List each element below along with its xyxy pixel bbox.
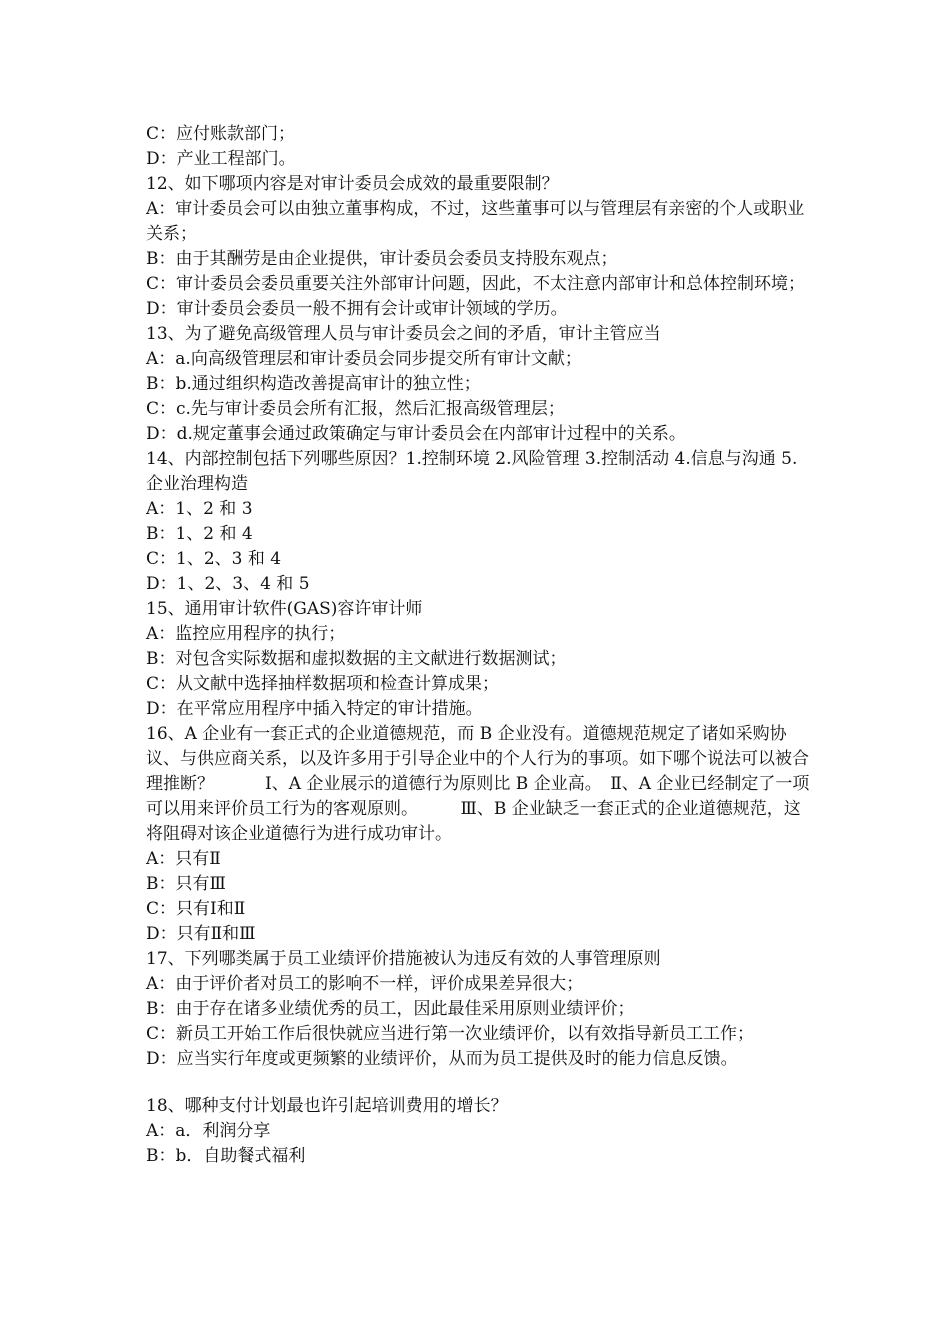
question-17: 17、下列哪类属于员工业绩评价措施被认为违反有效的人事管理原则	[146, 949, 661, 969]
question-15: 15、通用审计软件(GAS)容许审计师	[146, 599, 423, 619]
option-d: D：应当实行年度或更频繁的业绩评价，从而为员工提供及时的能力信息反馈。	[146, 1049, 738, 1069]
option-c: C：只有Ⅰ和Ⅱ	[146, 899, 246, 919]
option-a: A：a．利润分享	[146, 1121, 271, 1141]
option-a: A：审计委员会可以由独立董事构成，不过，这些董事可以与管理层有亲密的个人或职业关系；	[146, 199, 805, 244]
option-d: D：只有Ⅱ和Ⅲ	[146, 924, 256, 944]
text-line: D：产业工程部门。	[146, 149, 296, 169]
option-d: D：d.规定董事会通过政策确定与审计委员会在内部审计过程中的关系。	[146, 424, 686, 444]
option-b: B：b．自助餐式福利	[146, 1146, 306, 1166]
question-13: 13、为了避免高级管理人员与审计委员会之间的矛盾，审计主管应当	[146, 324, 661, 344]
option-b: B：由于存在诸多业绩优秀的员工，因此最佳采用原则业绩评价；	[146, 999, 635, 1019]
option-b: B：1、2 和 4	[146, 524, 253, 544]
option-b: B：对包含实际数据和虚拟数据的主文献进行数据测试；	[146, 649, 567, 669]
option-b: B：只有Ⅲ	[146, 874, 226, 894]
option-c: C：新员工开始工作后很快就应当进行第一次业绩评价，以有效指导新员工工作；	[146, 1024, 755, 1044]
option-a: A：1、2 和 3	[146, 499, 253, 519]
option-c: C：c.先与审计委员会所有汇报，然后汇报高级管理层；	[146, 399, 565, 419]
text-line: C：应付账款部门；	[146, 124, 296, 144]
document-body	[146, 122, 814, 1169]
option-b: B：由于其酬劳是由企业提供，审计委员会委员支持股东观点；	[146, 249, 618, 269]
option-b: B：b.通过组织构造改善提高审计的独立性；	[146, 374, 481, 394]
question-12: 12、如下哪项内容是对审计委员会成效的最重要限制？	[146, 174, 559, 194]
option-d: D：审计委员会委员一般不拥有会计或审计领域的学历。	[146, 299, 568, 319]
option-a: A：由于评价者对员工的影响不一样，评价成果差异很大；	[146, 974, 584, 994]
option-d: D：1、2、3、4 和 5	[146, 574, 310, 594]
option-d: D：在平常应用程序中插入特定的审计措施。	[146, 699, 483, 719]
option-c: C：审计委员会委员重要关注外部审计问题，因此，不太注意内部审计和总体控制环境；	[146, 274, 806, 294]
option-c: C：从文献中选择抽样数据项和检查计算成果；	[146, 674, 500, 694]
option-a: A：a.向高级管理层和审计委员会同步提交所有审计文献；	[146, 349, 582, 369]
question-14: 14、内部控制包括下列哪些原因？1.控制环境 2.风险管理 3.控制活动 4.信息与沟通 5.企业治理构造	[146, 449, 798, 494]
question-18: 18、哪种支付计划最也许引起培训费用的增长？	[146, 1096, 508, 1116]
option-a: A：只有Ⅱ	[146, 849, 221, 869]
question-16: 16、A 企业有一套正式的企业道德规范，而 B 企业没有。道德规范规定了诸如采购协议、与供应商关系，以及许多用于引导企业中的个人行为的事项。如下哪个说法可以被合理推断？ Ⅰ、A 企业展示的道德行为原则比 B 企业高。 Ⅱ、A 企业已经制定了一项可以用来评价员工行为的客观原则。 Ⅲ、B 企业缺乏一套正式的企业道德规范，这将阻碍对该企业道德行为进行成功审计。	[146, 724, 810, 844]
option-c: C：1、2、3 和 4	[146, 549, 282, 569]
option-a: A：监控应用程序的执行；	[146, 624, 346, 644]
paragraph-gap	[146, 1072, 814, 1094]
